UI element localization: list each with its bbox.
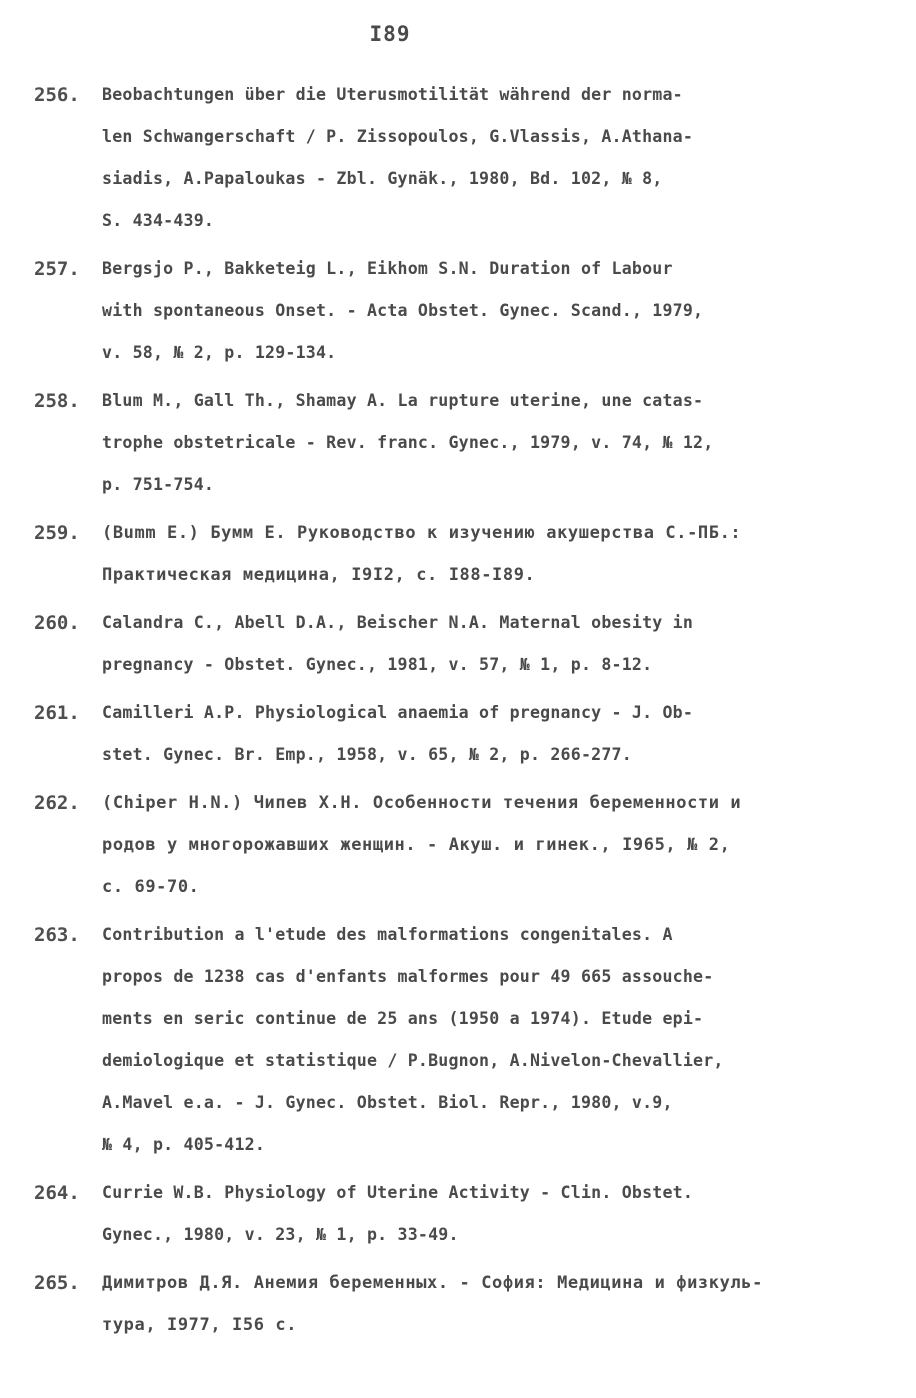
reference-line: pregnancy - Obstet. Gynec., 1981, v. 57, № 1, p. 8-12. (102, 655, 653, 674)
reference-number: 264. (34, 1182, 80, 1204)
reference-number: 263. (34, 924, 80, 946)
reference-entry-263 (34, 914, 904, 1166)
reference-line: siadis, A.Papaloukas - Zbl. Gynäk., 1980, Bd. 102, № 8, (102, 169, 663, 188)
reference-line: родов у многорожавших женщин. - Акуш. и гинек., I965, № 2, (102, 835, 731, 855)
reference-number: 257. (34, 258, 80, 280)
reference-number: 259. (34, 522, 80, 544)
reference-line: with spontaneous Onset. - Acta Obstet. Gynec. Scand., 1979, (102, 301, 704, 320)
reference-entry-265 (34, 1262, 904, 1346)
reference-line: ments en seric continue de 25 ans (1950 a 1974). Etude epi- (102, 1009, 704, 1028)
reference-number: 260. (34, 612, 80, 634)
reference-line: № 4, p. 405-412. (102, 1135, 266, 1154)
reference-line: p. 751-754. (102, 475, 215, 494)
reference-entry-259 (34, 512, 904, 596)
reference-entry-262 (34, 782, 904, 908)
reference-entry-256 (34, 74, 904, 242)
reference-number: 261. (34, 702, 80, 724)
reference-line: Практическая медицина, I9I2, с. I88-I89. (102, 565, 536, 585)
reference-line: (Chiper H.N.) Чипев Х.Н. Особенности течения беременности и (102, 793, 742, 813)
reference-line: Bergsjo P., Bakketeig L., Eikhom S.N. Duration of Labour (102, 259, 673, 278)
reference-entry-260 (34, 602, 904, 686)
reference-line: Contribution a l'etude des malformations congenitales. A (102, 925, 673, 944)
page-number: I89 (369, 22, 411, 46)
reference-line: stet. Gynec. Br. Emp., 1958, v. 65, № 2, p. 266-277. (102, 745, 632, 764)
reference-line: Blum M., Gall Th., Shamay A. La rupture uterine, une catas- (102, 391, 704, 410)
reference-line: с. 69-70. (102, 877, 200, 897)
reference-line: тура, I977, I56 с. (102, 1315, 298, 1335)
reference-line: A.Mavel e.a. - J. Gynec. Obstet. Biol. Repr., 1980, v.9, (102, 1093, 673, 1112)
reference-entry-257 (34, 248, 904, 374)
reference-number: 258. (34, 390, 80, 412)
reference-line: Currie W.B. Physiology of Uterine Activity - Clin. Obstet. (102, 1183, 694, 1202)
reference-line: Camilleri A.P. Physiological anaemia of pregnancy - J. Ob- (102, 703, 694, 722)
reference-line: Димитров Д.Я. Анемия беременных. - София: Медицина и физкуль- (102, 1273, 763, 1293)
reference-line: Gynec., 1980, v. 23, № 1, p. 33-49. (102, 1225, 459, 1244)
reference-line: v. 58, № 2, p. 129-134. (102, 343, 337, 362)
reference-line: (Bumm E.) Бумм Е. Руководство к изучению акушерства С.-ПБ.: (102, 523, 742, 543)
reference-number: 265. (34, 1272, 80, 1294)
reference-line: len Schwangerschaft / P. Zissopoulos, G.Vlassis, A.Athana- (102, 127, 694, 146)
reference-line: propos de 1238 cas d'enfants malformes pour 49 665 assouche- (102, 967, 714, 986)
reference-entry-264 (34, 1172, 904, 1256)
reference-number: 256. (34, 84, 80, 106)
reference-line: demiologique et statistique / P.Bugnon, A.Nivelon-Chevallier, (102, 1051, 724, 1070)
reference-list (34, 74, 904, 1352)
reference-line: trophe obstetricale - Rev. franc. Gynec., 1979, v. 74, № 12, (102, 433, 714, 452)
reference-entry-261 (34, 692, 904, 776)
reference-line: Calandra C., Abell D.A., Beischer N.A. Maternal obesity in (102, 613, 694, 632)
reference-number: 262. (34, 792, 80, 814)
reference-entry-258 (34, 380, 904, 506)
reference-line: Beobachtungen über die Uterusmotilität während der norma- (102, 85, 683, 104)
reference-line: S. 434-439. (102, 211, 215, 230)
